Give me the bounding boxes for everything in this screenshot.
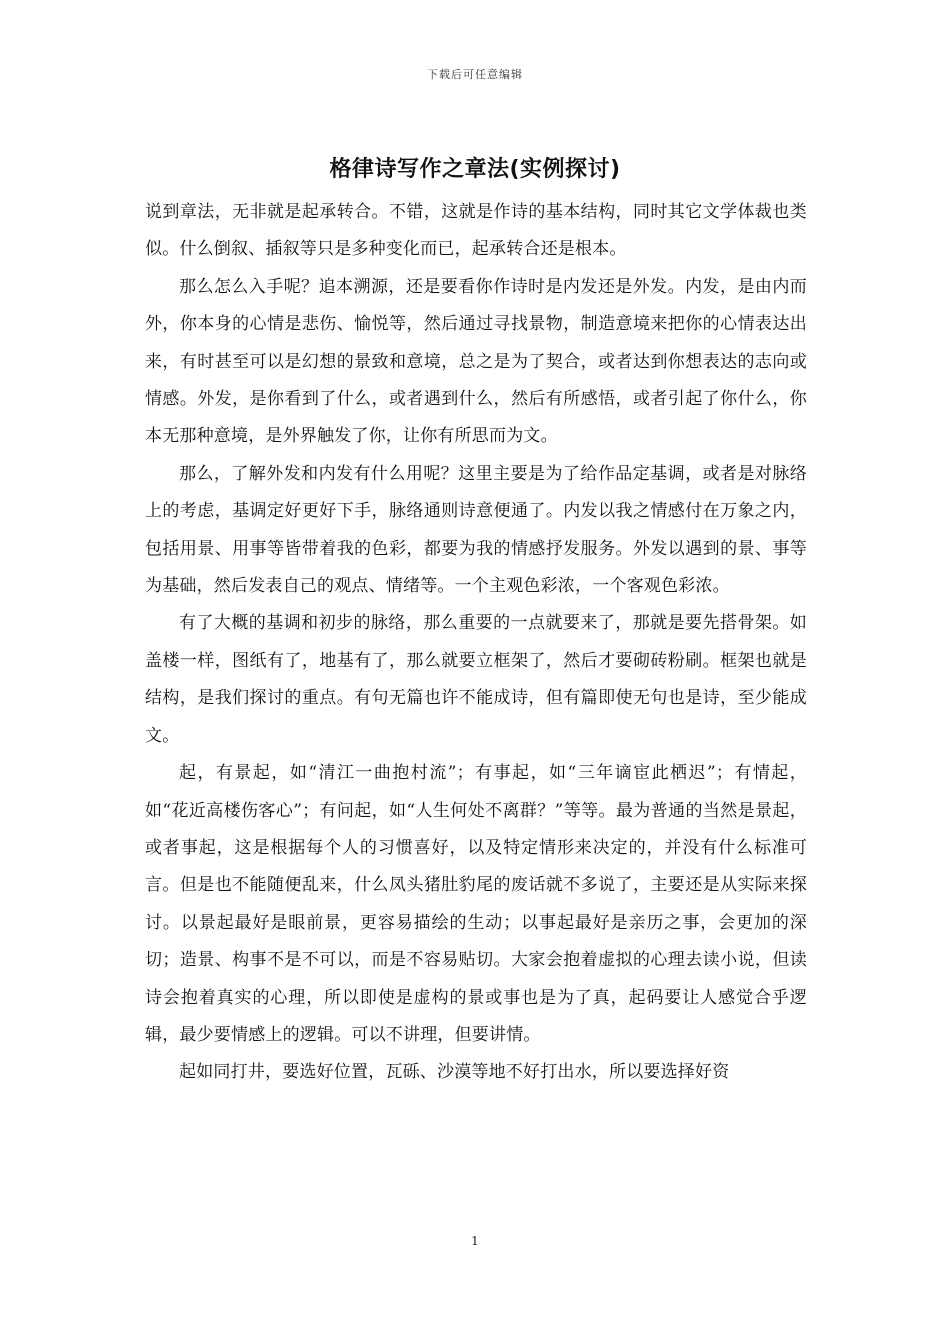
paragraph: 起，有景起，如“清江一曲抱村流”；有事起，如“三年谪宦此栖迟”；有情起，如“花近高楼伤客心”；有问起，如“人生何处不离群？”等等。最为普通的当然是景起，或者事起，这是根据每个人的习惯喜好，以及特定情形来决定的，并没有什么标准可言。但是也不能随便乱来，什么凤头猪肚豹尾的废话就不多说了，主要还是从实际来探讨。以景起最好是眼前景，更容易描绘的生动；以事起最好是亲历之事，会更加的深切；造景、构事不是不可以，而是不容易贴切。大家会抱着虚拟的心理去读小说，但读诗会抱着真实的心理，所以即使是虚构的景或事也是为了真，起码要让人感觉合乎逻辑，最少要情感上的逻辑。可以不讲理，但要讲情。 xyxy=(145,763,807,1045)
paragraph: 有了大概的基调和初步的脉络，那么重要的一点就要来了，那就是要先搭骨架。如盖楼一样，图纸有了，地基有了，那么就要立框架了，然后才要砌砖粉刷。框架也就是结构，是我们探讨的重点。有句无篇也许不能成诗，但有篇即使无句也是诗，至少能成文。 xyxy=(145,613,807,746)
paragraph: 那么怎么入手呢？追本溯源，还是要看你作诗时是内发还是外发。内发，是由内而外，你本身的心情是悲伤、愉悦等，然后通过寻找景物，制造意境来把你的心情表达出来，有时甚至可以是幻想的景致和意境，总之是为了契合，或者达到你想表达的志向或情感。外发，是你看到了什么，或者遇到什么，然后有所感悟，或者引起了你什么，你本无那种意境，是外界触发了你，让你有所思而为文。 xyxy=(145,276,807,447)
paragraph: 那么，了解外发和内发有什么用呢？这里主要是为了给作品定基调，或者是对脉络上的考虑，基调定好更好下手，脉络通则诗意便通了。内发以我之情感付在万象之内，包括用景、用事等皆带着我的色彩，都要为我的情感抒发服务。外发以遇到的景、事等为基础，然后发表自己的观点、情绪等。一个主观色彩浓，一个客观色彩浓。 xyxy=(145,463,807,597)
paragraph: 说到章法，无非就是起承转合。不错，这就是作诗的基本结构，同时其它文学体裁也类似。什么倒叙、插叙等只是多种变化而已，起承转合还是根本。 xyxy=(145,202,807,260)
document-body xyxy=(145,194,807,1092)
document-title: 格律诗写作之章法(实例探讨) xyxy=(329,157,621,182)
page-number: 1 xyxy=(471,1234,479,1248)
page-header: 下载后可任意编辑 xyxy=(427,68,523,81)
paragraph: 起如同打井，要选好位置，瓦砾、沙漠等地不好打出水，所以要选择好资 xyxy=(179,1062,730,1083)
